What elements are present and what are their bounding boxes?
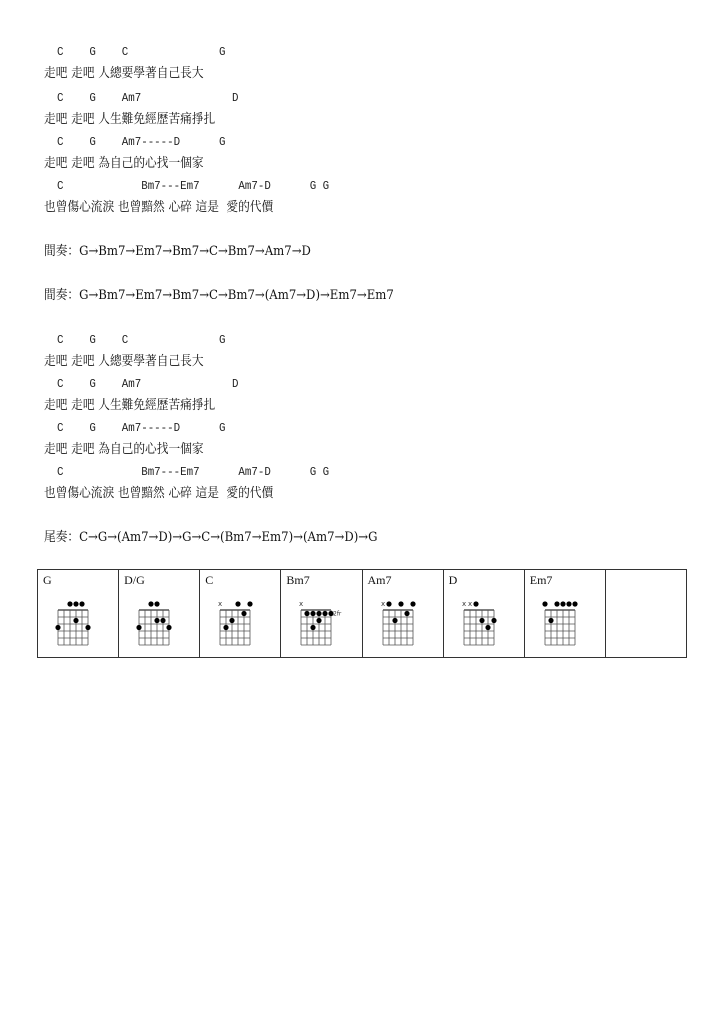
chord-name: Am7 — [367, 573, 392, 587]
chord-diagram — [454, 592, 518, 656]
finger-dot — [485, 625, 490, 630]
open-string-dot — [410, 601, 415, 606]
finger-dot — [242, 611, 247, 616]
chord-cell-empty — [606, 570, 686, 657]
lyric-line: 走吧 走吧 人生難免經歷苦痛掙扎 — [44, 112, 216, 127]
open-string-dot — [73, 601, 78, 606]
interlude-line: 間奏：G→Bm7→Em7→Bm7→C→Bm7→(Am7→D)→Em7→Em7 — [44, 288, 394, 303]
finger-dot — [55, 625, 60, 630]
chord-diagram — [210, 592, 274, 656]
open-string-dot — [386, 601, 391, 606]
chord-name: G — [43, 573, 52, 587]
lyric-line: 走吧 走吧 為自己的心找一個家 — [44, 442, 204, 457]
outro-line: 尾奏：C→G→(Am7→D)→G→C→(Bm7→Em7)→(Am7→D)→G — [44, 530, 378, 545]
chord-diagram — [129, 592, 193, 656]
finger-dot — [167, 625, 172, 630]
finger-dot — [317, 618, 322, 623]
open-string-dot — [554, 601, 559, 606]
finger-dot — [404, 611, 409, 616]
lyric-line: 走吧 走吧 人總要學著自己長大 — [44, 354, 204, 369]
interlude-line: 間奏：G→Bm7→Em7→Bm7→C→Bm7→Am7→D — [44, 244, 311, 259]
finger-dot — [548, 618, 553, 623]
mute-marker: x — [299, 600, 304, 608]
open-string-dot — [149, 601, 154, 606]
chord-line: C G C G — [44, 45, 226, 59]
open-string-dot — [560, 601, 565, 606]
open-string-dot — [248, 601, 253, 606]
lyric-line: 走吧 走吧 為自己的心找一個家 — [44, 156, 204, 171]
chord-line: C G Am7 D — [44, 91, 239, 105]
chord-name: Bm7 — [286, 573, 310, 587]
finger-dot — [73, 618, 78, 623]
open-string-dot — [67, 601, 72, 606]
chord-line: C G Am7 D — [44, 377, 239, 391]
lyric-line: 也曾傷心流淚 也曾黯然 心碎 這是 愛的代價 — [44, 486, 274, 501]
finger-dot — [323, 611, 328, 616]
finger-dot — [155, 618, 160, 623]
finger-dot — [224, 625, 229, 630]
lyric-line: 也曾傷心流淚 也曾黯然 心碎 這是 愛的代價 — [44, 200, 274, 215]
chord-cell — [444, 570, 525, 657]
finger-dot — [392, 618, 397, 623]
open-string-dot — [398, 601, 403, 606]
finger-dot — [491, 618, 496, 623]
finger-dot — [230, 618, 235, 623]
chord-cell — [200, 570, 281, 657]
chord-line: C Bm7---Em7 Am7-D G G — [44, 465, 330, 479]
chord-cell — [281, 570, 362, 657]
lyric-line: 走吧 走吧 人總要學著自己長大 — [44, 66, 204, 81]
chord-cell — [363, 570, 444, 657]
open-string-dot — [473, 601, 478, 606]
chord-name: Em7 — [529, 573, 553, 587]
chord-name: C — [205, 573, 214, 587]
chord-name: D/G — [124, 573, 145, 587]
mute-marker: x — [218, 600, 223, 608]
open-string-dot — [236, 601, 241, 606]
open-string-dot — [566, 601, 571, 606]
finger-dot — [161, 618, 166, 623]
chord-line: C G Am7-----D G — [44, 135, 226, 149]
open-string-dot — [79, 601, 84, 606]
finger-dot — [311, 611, 316, 616]
finger-dot — [317, 611, 322, 616]
mute-marker: x — [380, 600, 385, 608]
lyric-line: 走吧 走吧 人生難免經歷苦痛掙扎 — [44, 398, 216, 413]
mute-marker: x — [461, 600, 466, 608]
chord-diagram — [291, 592, 355, 656]
fret-label: 2fr — [333, 610, 342, 618]
chord-cell — [525, 570, 606, 657]
open-string-dot — [155, 601, 160, 606]
chord-cell — [119, 570, 200, 657]
finger-dot — [137, 625, 142, 630]
chord-chart-table — [37, 569, 687, 658]
chord-cell — [38, 570, 119, 657]
finger-dot — [479, 618, 484, 623]
finger-dot — [311, 625, 316, 630]
finger-dot — [85, 625, 90, 630]
mute-marker: x — [467, 600, 472, 608]
chord-diagram — [373, 592, 437, 656]
finger-dot — [305, 611, 310, 616]
chord-name: D — [448, 573, 458, 587]
chord-diagram — [535, 592, 599, 656]
chord-line: C G Am7-----D G — [44, 421, 226, 435]
open-string-dot — [572, 601, 577, 606]
chord-line: C G C G — [44, 333, 226, 347]
open-string-dot — [542, 601, 547, 606]
chord-diagram — [48, 592, 112, 656]
chord-line: C Bm7---Em7 Am7-D G G — [44, 179, 330, 193]
